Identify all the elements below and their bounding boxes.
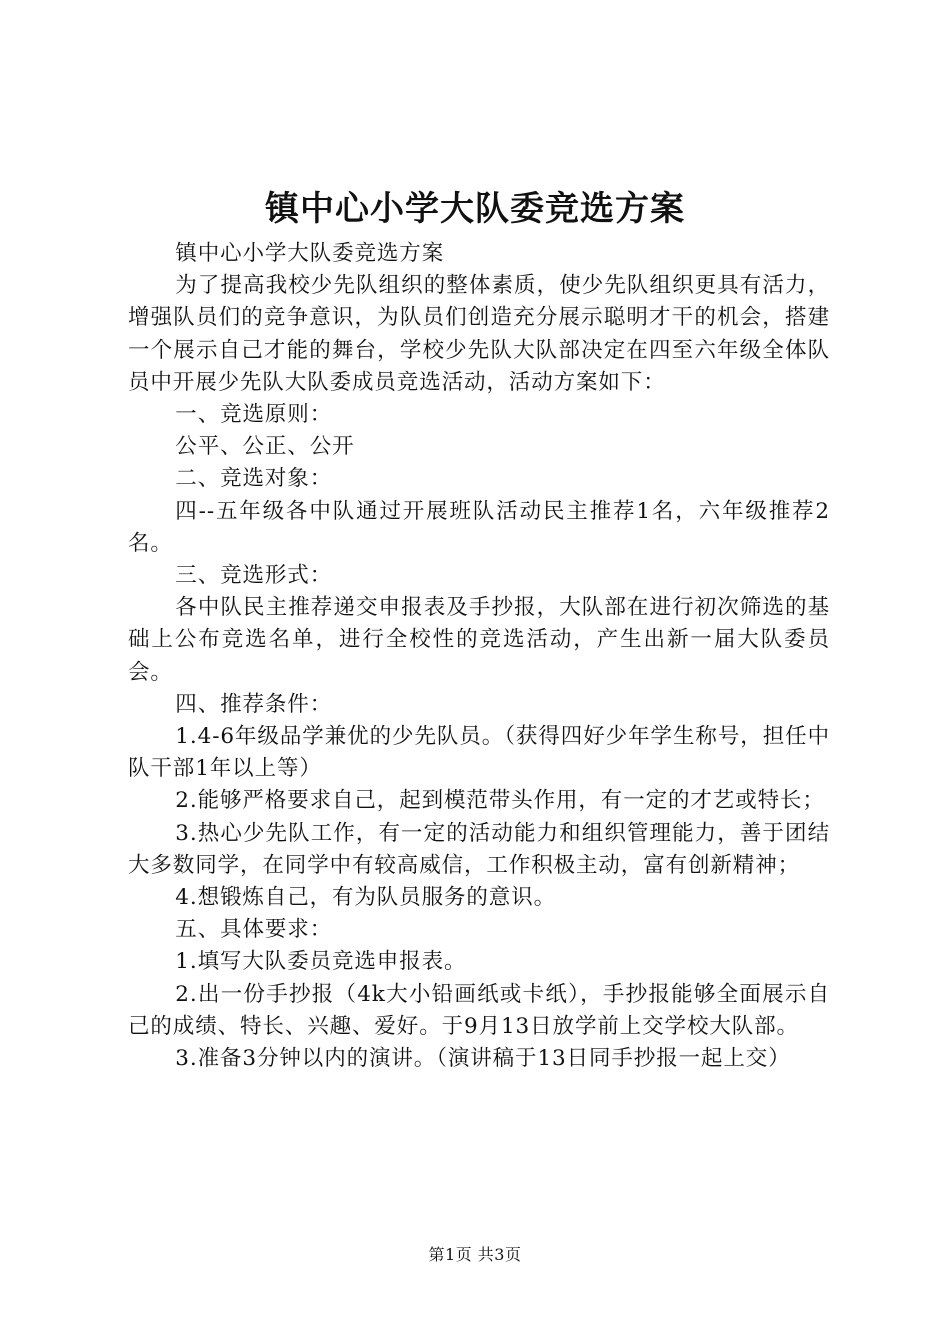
- list-item-requirement-2: 2.出一份手抄报（4k大小铅画纸或卡纸），手抄报能够全面展示自己的成绩、特长、兴趣、爱好。于9月13日放学前上交学校大队部。: [128, 981, 830, 1039]
- paragraph-intro: 为了提高我校少先队组织的整体素质，使少先队组织更具有活力，增强队员们的竞争意识，为队员们创造充分展示聪明才干的机会，搭建一个展示自己才能的舞台，学校少先队大队部决定在四至六年级全体队员中开展少先队大队委成员竞选活动，活动方案如下：: [128, 273, 830, 395]
- page-number-footer: 第1页 共3页: [428, 1245, 522, 1264]
- list-item-condition-1: 1.4-6年级品学兼优的少先队员。（获得四好少年学生称号，担任中队干部1年以上等）: [128, 724, 830, 782]
- section-heading-requirements: 五、具体要求：: [175, 917, 333, 943]
- section-heading-form: 三、竞选形式：: [175, 563, 333, 589]
- paragraph-targets: 四--五年级各中队通过开展班队活动民主推荐1名，六年级推荐2名。: [128, 498, 830, 556]
- document-body: [128, 238, 830, 1075]
- section-heading-principle: 一、竞选原则：: [175, 402, 333, 428]
- paragraph-form: 各中队民主推荐递交申报表及手抄报，大队部在进行初次筛选的基础上公布竞选名单，进行全校性的竞选活动，产生出新一届大队委员会。: [128, 595, 830, 685]
- list-item-requirement-3: 3.准备3分钟以内的演讲。（演讲稿于13日同手抄报一起上交）: [175, 1046, 791, 1072]
- document-title: 镇中心小学大队委竞选方案: [265, 189, 685, 229]
- paragraph-heading-repeat: 镇中心小学大队委竞选方案: [175, 241, 445, 266]
- list-item-requirement-1: 1.填写大队委员竞选申报表。: [175, 949, 467, 975]
- section-heading-targets: 二、竞选对象：: [175, 466, 333, 492]
- list-item-condition-3: 3.热心少先队工作，有一定的活动能力和组织管理能力，善于团结大多数同学，在同学中有较高威信，工作积极主动，富有创新精神；: [128, 820, 830, 878]
- list-item-condition-4: 4.想锻炼自己，有为队员服务的意识。: [175, 885, 557, 911]
- list-item-condition-2: 2.能够严格要求自己，起到模范带头作用，有一定的才艺或特长；: [175, 788, 825, 814]
- section-heading-conditions: 四、推荐条件：: [175, 691, 333, 717]
- paragraph-principle: 公平、公正、公开: [175, 434, 355, 460]
